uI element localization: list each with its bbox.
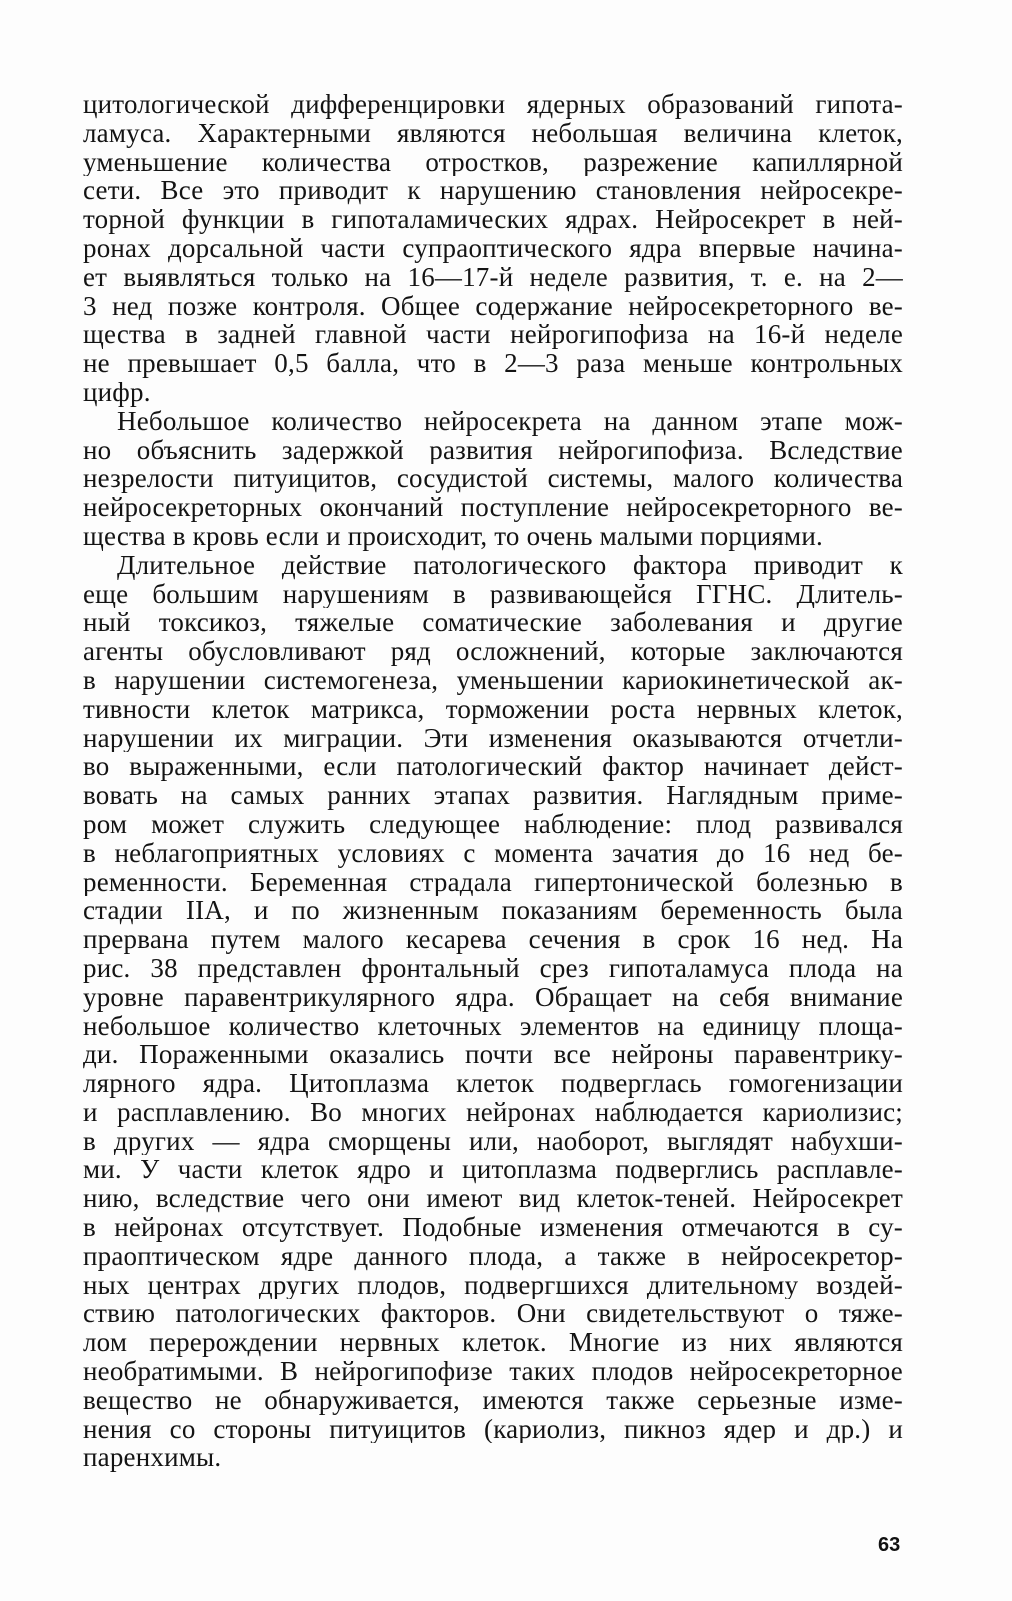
text-line: небольшое количество клеточных элементов на единицу площа- (83, 1011, 903, 1041)
text-line: 3 нед позже контроля. Общее содержание нейросекреторного ве- (83, 291, 903, 321)
text-line: нейросекреторных окончаний поступление нейросекреторного ве- (83, 493, 903, 522)
paragraph (83, 551, 903, 1473)
text-line: ламуса. Характерными являются небольшая величина клеток, (83, 118, 903, 148)
text-line: лярного ядра. Цитоплазма клеток подверглась гомогенизации (83, 1069, 903, 1098)
text-line: не превышает 0,5 балла, что в 2—3 раза меньше контрольных (83, 349, 903, 378)
text-line: ременности. Беременная страдала гипертонической болезнью в (83, 867, 903, 897)
paragraph (83, 90, 903, 407)
text-line: в неблагоприятных условиях с момента зачатия до 16 нед бе- (83, 838, 903, 868)
text-line: тивности клеток матрикса, торможении роста нервных клеток, (83, 694, 903, 724)
text-line: сети. Все это приводит к нарушению становления нейросекре- (83, 176, 903, 206)
text-line: нения со стороны питуицитов (кариолиз, пикноз ядер и др.) и (83, 1414, 903, 1444)
text-line: Длительное действие патологического фактора приводит к (117, 550, 903, 580)
text-line: незрелости питуицитов, сосудистой системы, малого количества (83, 464, 903, 494)
text-line: щества в задней главной части нейрогипофиза на 16-й неделе (83, 320, 903, 350)
text-line: необратимыми. В нейрогипофизе таких плодов нейросекреторное (83, 1357, 903, 1386)
text-line: в нарушении системогенеза, уменьшении кариокинетической ак- (83, 665, 903, 695)
page-number: 63 (878, 1534, 901, 1556)
text-line: в нейронах отсутствует. Подобные изменения отмечаются в су- (83, 1213, 903, 1242)
text-line: ет выявляться только на 16—17-й неделе развития, т. е. на 2— (83, 262, 903, 292)
text-line: рис. 38 представлен фронтальный срез гипоталамуса плода на (83, 953, 903, 983)
text-line: уровне паравентрикулярного ядра. Обращает на себя внимание (83, 982, 903, 1012)
text-line: ный токсикоз, тяжелые соматические заболевания и другие (83, 608, 903, 638)
text-line: уменьшение количества отростков, разрежение капиллярной (83, 147, 903, 177)
text-line: вовать на самых ранних этапах развития. Наглядным приме- (83, 781, 903, 810)
text-line: паренхимы. (83, 1443, 222, 1473)
text-line: в других — ядра сморщены или, наоборот, выглядят набухши- (83, 1126, 903, 1156)
text-line: но объяснить задержкой развития нейрогипофиза. Вследствие (83, 435, 903, 465)
text-line: агенты обусловливают ряд осложнений, которые заключаются (83, 637, 903, 666)
text-line: еще большим нарушениям в развивающейся ГГНС. Длитель- (83, 579, 903, 609)
text-line: нию, вследствие чего они имеют вид клеток-теней. Нейросекрет (83, 1184, 903, 1214)
text-line: во выраженными, если патологический фактор начинает дейст- (83, 752, 903, 782)
body-text (83, 90, 903, 1472)
text-line: ствию патологических факторов. Они свидетельствуют о тяже- (83, 1299, 903, 1329)
text-line: вещество не обнаруживается, имеются также серьезные изме- (83, 1385, 903, 1415)
text-line: торной функции в гипоталамических ядрах. Нейросекрет в ней- (83, 205, 903, 234)
text-line: ди. Пораженными оказались почти все нейроны паравентрику- (83, 1040, 903, 1070)
text-line: прервана путем малого кесарева сечения в срок 16 нед. На (83, 925, 903, 954)
text-line: ром может служить следующее наблюдение: плод развивался (83, 809, 903, 839)
text-line: цифр. (83, 377, 151, 407)
text-line: стадии IIA, и по жизненным показаниям беременность была (83, 896, 903, 926)
text-line: Небольшое количество нейросекрета на данном этапе мож- (117, 406, 903, 436)
text-line: ных центрах других плодов, подвергшихся длительному воздей- (83, 1270, 903, 1300)
paragraph (83, 407, 903, 551)
text-line: щества в кровь если и происходит, то очень малыми порциями. (83, 521, 823, 551)
text-line: цитологической дифференцировки ядерных образований гипота- (83, 90, 903, 119)
text-line: праоптическом ядре данного плода, а также в нейросекретор- (83, 1241, 903, 1271)
text-line: лом перерождении нервных клеток. Многие из них являются (83, 1328, 903, 1358)
text-line: ронах дорсальной части супраоптического ядра впервые начина- (83, 233, 903, 263)
text-line: и расплавлению. Во многих нейронах наблюдается кариолизис; (83, 1097, 903, 1127)
text-line: нарушении их миграции. Эти изменения оказываются отчетли- (83, 723, 903, 753)
text-line: ми. У части клеток ядро и цитоплазма подверглись расплавле- (83, 1155, 903, 1185)
